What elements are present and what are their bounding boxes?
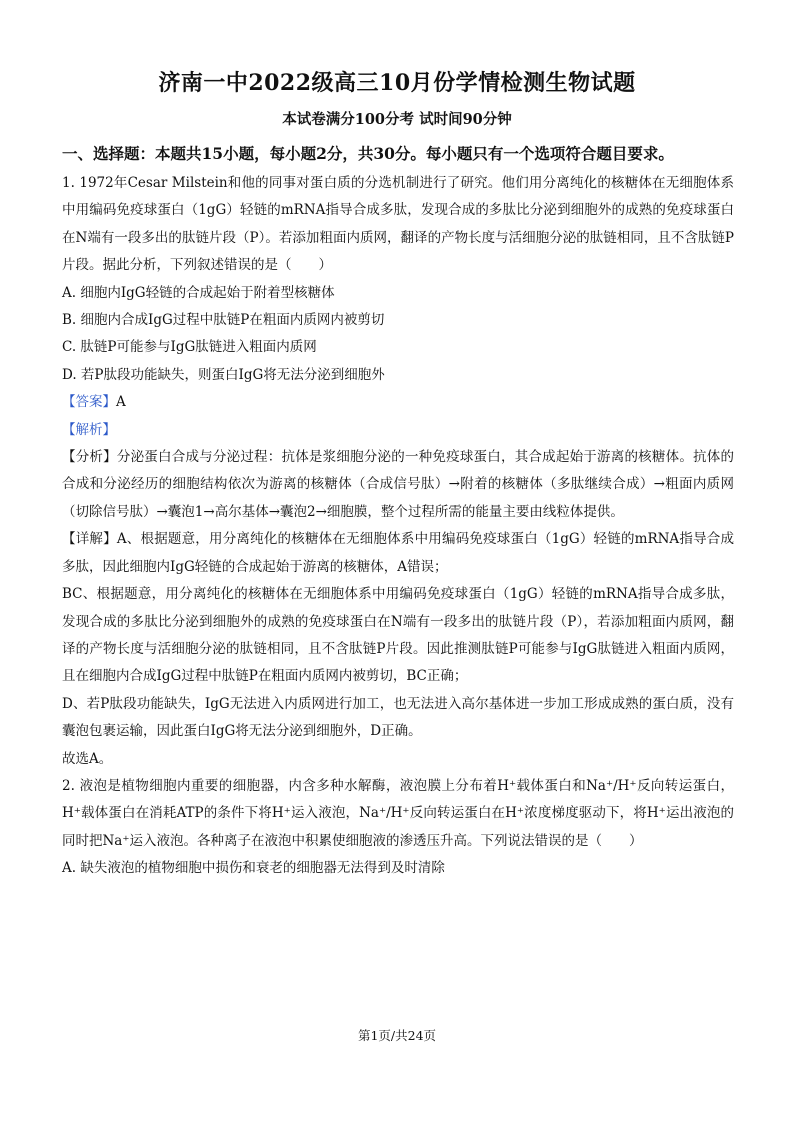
fenxi-tag: 【分析】 (62, 449, 117, 466)
xiangjie-a-text: A、根据题意，用分离纯化的核糖体在无细胞体系中用编码免疫球蛋白（1gG）轻链的mRNA指导合成多肽，因此细胞内IgG轻链的合成起始于游离的核糖体，A错误； (62, 531, 735, 575)
question-1-option-a: A. 细胞内IgG轻链的合成起始于附着型核糖体 (62, 284, 335, 301)
xiangjie-bc-paragraph: BC、根据题意，用分离纯化的核糖体在无细胞体系中用编码免疫球蛋白（1gG）轻链的mRNA指导合成多肽，发现合成的多肽比分泌到细胞外的成熟的免疫球蛋白在N端有一段多出的肽链片段（P），若添加粗面内质网，翻译的产物长度与活细胞分泌的肽链相同，且不含肽链P片段。因此推测肽链P可能参与IgG肽链进入粗面内质网，且在细胞内合成IgG过程中肽链P在粗面内质网内被剪切，BC正确； (62, 586, 734, 685)
question-1-option-d: D. 若P肽段功能缺失，则蛋白IgG将无法分泌到细胞外 (62, 366, 385, 383)
xiangjie-d-paragraph: D、若P肽段功能缺失，IgG无法进入内质网进行加工，也无法进入高尔基体进一步加工形成成熟的蛋白质，没有囊泡包裹运输，因此蛋白IgG将无法分泌到细胞外，D正确。 (62, 695, 734, 740)
page-footer: 第1页/共24页 (357, 1028, 437, 1043)
exam-info-subtitle: 本试卷满分100分考 试时间90分钟 (282, 111, 512, 128)
answer-value: A (116, 394, 126, 411)
question-1-option-b: B. 细胞内合成IgG过程中肽链P在粗面内质网内被剪切 (62, 312, 385, 329)
analysis-line (62, 417, 734, 444)
page-title: 济南一中2022级高三10月份学情检测生物试题 (158, 70, 636, 96)
question-2-stem: 2. 液泡是植物细胞内重要的细胞器，内含多种水解酶，液泡膜上分布着H⁺载体蛋白和Na⁺/H⁺反向转运蛋白，H⁺载体蛋白在消耗ATP的条件下将H⁺运入液泡，Na⁺/H⁺反向转运蛋白在H⁺浓度梯度驱动下，将H⁺运出液泡的同时把Na⁺运入液泡。各种离子在液泡中积累使细胞液的渗透压升高。下列说法错误的是（ ） (62, 777, 734, 849)
question-1-option-c: C. 肽链P可能参与IgG肽链进入粗面内质网 (62, 339, 317, 356)
fenxi-text: 分泌蛋白合成与分泌过程：抗体是浆细胞分泌的一种免疫球蛋白，其合成起始于游离的核糖体。抗体的合成和分泌经历的细胞结构依次为游离的核糖体（合成信号肽）→附着的核糖体（多肽继续合成）→粗面内质网（切除信号肽）→囊泡1→高尔基体→囊泡2→细胞膜，整个过程所需的能量主要由线粒体提供。 (62, 449, 734, 520)
xiangjie-a-paragraph (62, 526, 734, 581)
answer-tag: 【答案】 (62, 394, 116, 411)
question-content (62, 170, 734, 883)
question-2-option-a: A. 缺失液泡的植物细胞中损伤和衰老的细胞器无法得到及时清除 (62, 860, 445, 877)
question-1-stem: 1. 1972年Cesar Milstein和他的同事对蛋白质的分选机制进行了研究。他们用分离纯化的核糖体在无细胞体系中用编码免疫球蛋白（1gG）轻链的mRNA指导合成多肽，发现合成的多肽比分泌到细胞外的成熟的免疫球蛋白在N端有一段多出的肽链片段（P）。若添加粗面内质网，翻译的产物长度与活细胞分泌的肽链相同，且不含肽链P片段。据此分析，下列叙述错误的是（ ） (62, 175, 734, 274)
answer-line (62, 389, 734, 416)
section-heading: 一、选择题：本题共15小题，每小题2分，共30分。每小题只有一个选项符合题目要求。 (62, 144, 674, 163)
fenxi-paragraph (62, 444, 734, 526)
xiangjie-tag: 【详解】 (62, 531, 117, 548)
analysis-tag: 【解析】 (62, 421, 116, 438)
conclusion: 故选A。 (62, 750, 113, 767)
